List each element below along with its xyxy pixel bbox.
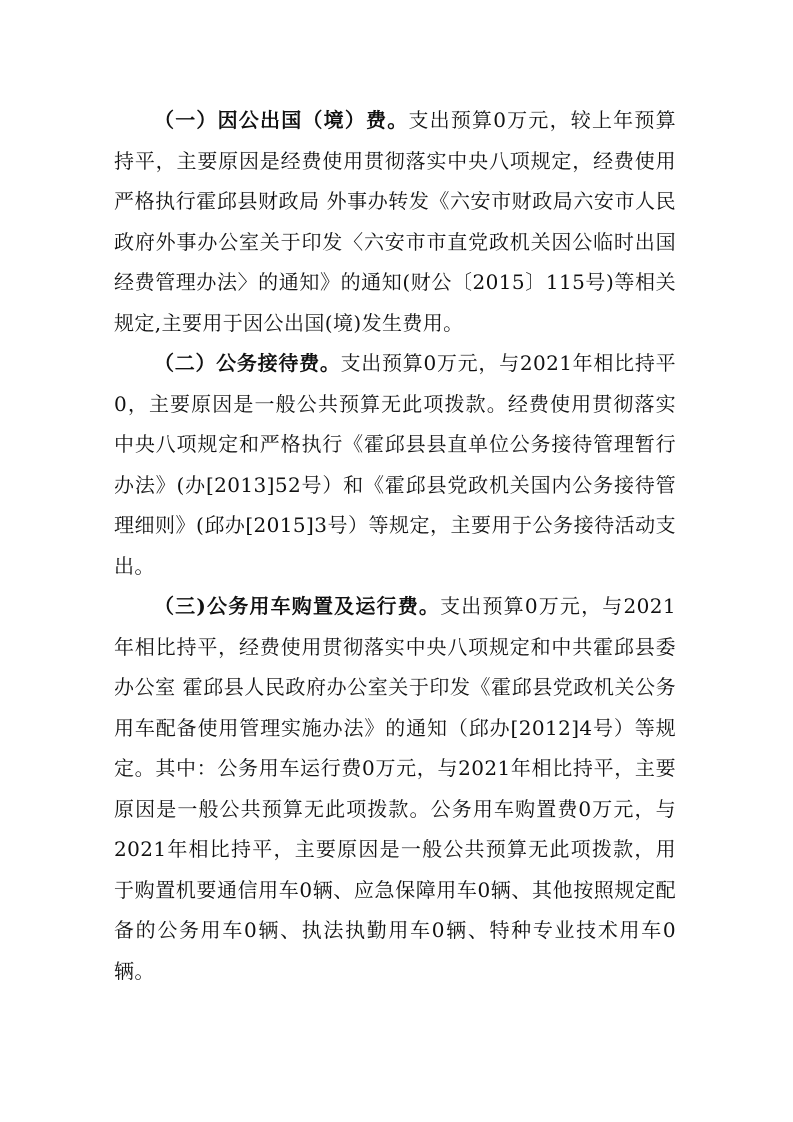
paragraph-heading: （二）公务接待费。 [154, 351, 341, 375]
document-body [114, 100, 676, 991]
paragraph-heading: （三)公务用车购置及运行费。 [154, 594, 441, 618]
paragraph-text: 支出预算0万元，与2021年相比持平0，主要原因是一般公共预算无此项拨款。经费使用贯彻落实中央八项规定和严格执行《霍邱县县直单位公务接待管理暂行办法》(办[2013]52号）和《霍邱县党政机关国内公务接待管理细则》(邱办[2015]3号）等规定，主要用于公务接待活动支出。 [114, 351, 676, 578]
paragraph-text: 支出预算0万元，与2021年相比持平，经费使用贯彻落实中央八项规定和中共霍邱县委办公室 霍邱县人民政府办公室关于印发《霍邱县党政机关公务用车配备使用管理实施办法》的通知（邱办[2012]4号）等规定。其中：公务用车运行费0万元，与2021年相比持平，主要原因是一般公共预算无此项拨款。公务用车购置费0万元，与2021年相比持平，主要原因是一般公共预算无此项拨款，用于购置机要通信用车0辆、应急保障用车0辆、其他按照规定配备的公务用车0辆、执法执勤用车0辆、特种专业技术用车0辆。 [114, 594, 676, 983]
paragraph-text: 支出预算0万元，较上年预算持平，主要原因是经费使用贯彻落实中央八项规定，经费使用严格执行霍邱县财政局 外事办转发《六安市财政局六安市人民政府外事办公室关于印发〈六安市市直党政机关因公临时出国经费管理办法〉的通知》的通知(财公〔2015〕115号)等相关规定,主要用于因公出国(境)发生费用。 [114, 108, 676, 335]
paragraph-official-vehicles [114, 586, 676, 991]
paragraph-official-reception [114, 343, 676, 586]
paragraph-heading: （一）因公出国（境）费。 [154, 108, 409, 132]
paragraph-overseas-travel [114, 100, 676, 343]
